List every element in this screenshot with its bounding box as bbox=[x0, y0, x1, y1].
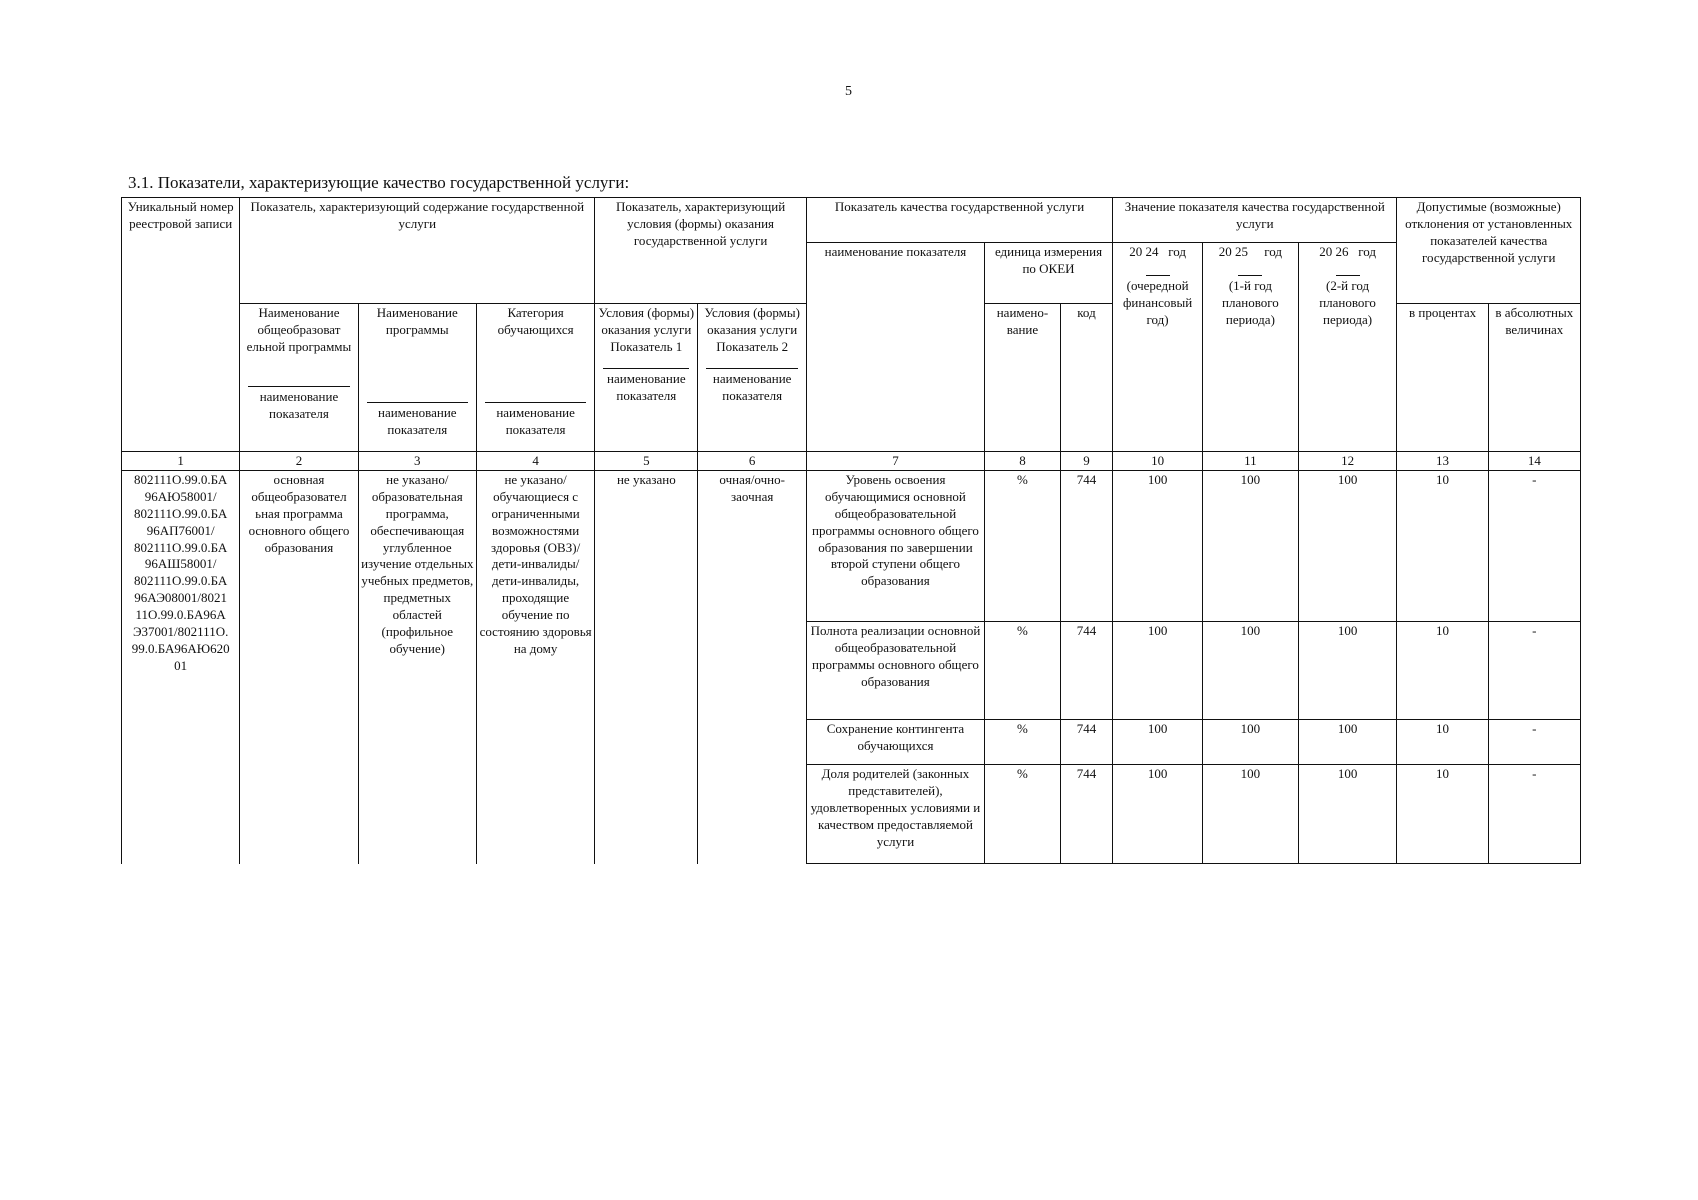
year-2-note: (1-й год планового периода) bbox=[1222, 277, 1279, 327]
indicator-name: Уровень освоения обучающимися основной общеобразовательной программы основного общего образования по завершении второй ступени общего образования bbox=[806, 471, 984, 622]
quality-indicators-table bbox=[121, 197, 1581, 864]
column-number: 8 bbox=[984, 452, 1060, 471]
header-col-4: Категория обучающихся наименование показателя bbox=[476, 304, 594, 452]
header-percent: в процентах bbox=[1397, 304, 1488, 452]
indicator-year-3: 100 bbox=[1298, 720, 1397, 765]
table-row bbox=[122, 471, 1581, 622]
indicator-year-3: 100 bbox=[1298, 622, 1397, 720]
indicator-year-2: 100 bbox=[1203, 765, 1299, 864]
condition-2: очная/очно-заочная bbox=[698, 471, 807, 864]
header-year-2 bbox=[1203, 243, 1299, 452]
student-category: не указано/ обучающиеся с ограниченными возможностями здоровья (ОВЗ)/ дети-инвалиды/дети-инвалиды, проходящие обучение по состоянию здоровья на дому bbox=[476, 471, 594, 864]
column-number: 3 bbox=[358, 452, 476, 471]
header-absolute: в абсолютных величинах bbox=[1488, 304, 1580, 452]
indicator-year-2: 100 bbox=[1203, 471, 1299, 622]
indicator-year-1: 100 bbox=[1113, 765, 1203, 864]
indicator-percent: 10 bbox=[1397, 471, 1488, 622]
indicator-code: 744 bbox=[1060, 720, 1112, 765]
indicator-percent: 10 bbox=[1397, 720, 1488, 765]
column-number: 10 bbox=[1113, 452, 1203, 471]
header-unit-name: наимено-вание bbox=[984, 304, 1060, 452]
header-unique-number: Уникальный номер реестровой записи bbox=[122, 198, 240, 452]
indicator-absolute: - bbox=[1488, 720, 1580, 765]
year-3-label: 20 26 год bbox=[1319, 244, 1376, 259]
indicator-unit: % bbox=[984, 622, 1060, 720]
header-deviations: Допустимые (возможные) отклонения от установленных показателей качества государственной услуги bbox=[1397, 198, 1581, 304]
indicator-year-2: 100 bbox=[1203, 622, 1299, 720]
indicator-percent: 10 bbox=[1397, 765, 1488, 864]
indicator-absolute: - bbox=[1488, 622, 1580, 720]
header-unit: единица измерения по ОКЕИ bbox=[984, 243, 1112, 304]
header-quality-indicator: Показатель качества государственной услуги bbox=[806, 198, 1112, 243]
column-number: 4 bbox=[476, 452, 594, 471]
header-col-6: Условия (формы) оказания услуги Показатель 2 наименование показателя bbox=[698, 304, 807, 452]
column-number: 2 bbox=[240, 452, 358, 471]
column-number: 12 bbox=[1298, 452, 1397, 471]
indicator-percent: 10 bbox=[1397, 622, 1488, 720]
year-3-note: (2-й год планового периода) bbox=[1319, 277, 1376, 327]
header-year-1 bbox=[1113, 243, 1203, 452]
indicator-year-1: 100 bbox=[1113, 720, 1203, 765]
section-title: 3.1. Показатели, характеризующие качество государственной услуги: bbox=[128, 173, 630, 192]
header-indicator-name: наименование показателя bbox=[806, 243, 984, 452]
column-number: 7 bbox=[806, 452, 984, 471]
column-number: 5 bbox=[595, 452, 698, 471]
indicator-unit: % bbox=[984, 471, 1060, 622]
year-1-underline bbox=[1146, 275, 1170, 276]
header-col-5: Условия (формы) оказания услуги Показатель 1 наименование показателя bbox=[595, 304, 698, 452]
indicator-year-1: 100 bbox=[1113, 471, 1203, 622]
program-name: основная общеобразовател ьная программа основного общего образования bbox=[240, 471, 358, 864]
condition-1: не указано bbox=[595, 471, 698, 864]
indicator-code: 744 bbox=[1060, 471, 1112, 622]
header-quality-value: Значение показателя качества государственной услуги bbox=[1113, 198, 1397, 243]
column-number: 14 bbox=[1488, 452, 1580, 471]
indicator-name: Сохранение контингента обучающихся bbox=[806, 720, 984, 765]
indicator-year-3: 100 bbox=[1298, 765, 1397, 864]
indicator-name: Полнота реализации основной общеобразовательной программы основного общего образования bbox=[806, 622, 984, 720]
registry-number: 802111О.99.0.БА 96АЮ58001/ 802111О.99.0.БА 96АП76001/ 802111О.99.0.БА 96АШ58001/ 802111О.99.0.БА 96АЭ08001/8021 11О.99.0.БА96А Э37001/802111О. 99.0.БА96АЮ620 01 bbox=[122, 471, 240, 864]
indicator-absolute: - bbox=[1488, 765, 1580, 864]
column-numbers-row bbox=[122, 452, 1581, 471]
year-2-label: 20 25 год bbox=[1218, 244, 1283, 259]
header-col-2: Наименование общеобразоват ельной программы наименование показателя bbox=[240, 304, 358, 452]
header-year-3 bbox=[1298, 243, 1397, 452]
indicator-unit: % bbox=[984, 720, 1060, 765]
year-1-note: (очередной финансовый год) bbox=[1123, 277, 1193, 327]
header-col-3: Наименование программы наименование показателя bbox=[358, 304, 476, 452]
indicator-name: Доля родителей (законных представителей), удовлетворенных условиями и качеством предоставляемой услуги bbox=[806, 765, 984, 864]
indicator-absolute: - bbox=[1488, 471, 1580, 622]
column-number: 13 bbox=[1397, 452, 1488, 471]
page-number: 5 bbox=[845, 84, 852, 99]
column-number: 6 bbox=[698, 452, 807, 471]
year-3-underline bbox=[1336, 275, 1360, 276]
indicator-year-2: 100 bbox=[1203, 720, 1299, 765]
header-unit-code: код bbox=[1060, 304, 1112, 452]
indicator-unit: % bbox=[984, 765, 1060, 864]
header-condition-indicator: Показатель, характеризующий условия (формы) оказания государственной услуги bbox=[595, 198, 807, 304]
year-1-label: 20 24 год bbox=[1129, 244, 1186, 259]
header-content-indicator: Показатель, характеризующий содержание государственной услуги bbox=[240, 198, 595, 304]
column-number: 9 bbox=[1060, 452, 1112, 471]
column-number: 1 bbox=[122, 452, 240, 471]
column-number: 11 bbox=[1203, 452, 1299, 471]
header-row-1 bbox=[122, 198, 1581, 243]
year-2-underline bbox=[1238, 275, 1262, 276]
indicator-year-1: 100 bbox=[1113, 622, 1203, 720]
indicator-year-3: 100 bbox=[1298, 471, 1397, 622]
indicator-code: 744 bbox=[1060, 765, 1112, 864]
indicator-code: 744 bbox=[1060, 622, 1112, 720]
program-type: не указано/ образовательная программа, обеспечивающая углубленное изучение отдельных учебных предметов, предметных областей (профильное обучение) bbox=[358, 471, 476, 864]
